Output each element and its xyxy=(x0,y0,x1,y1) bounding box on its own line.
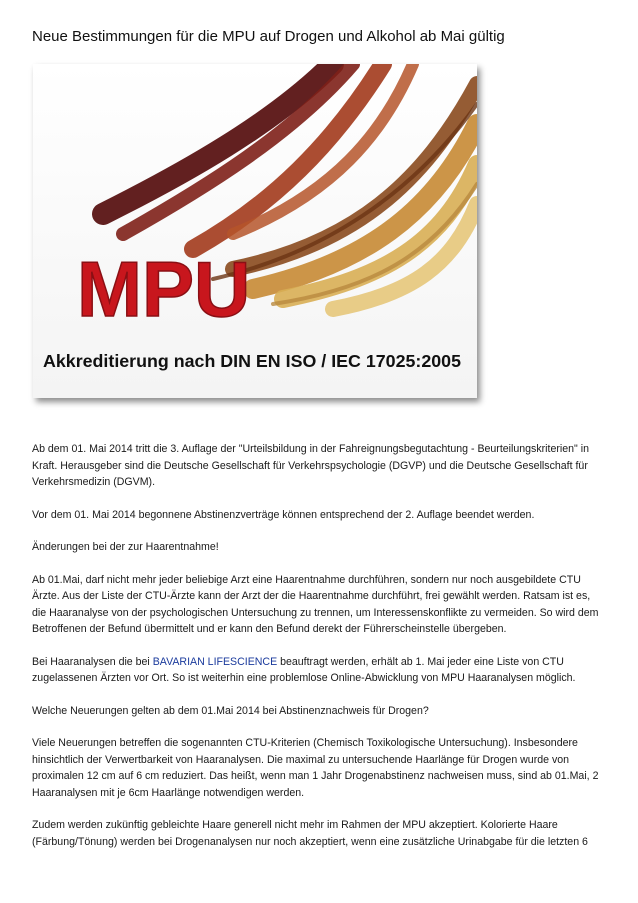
paragraph-old-contracts: Vor dem 01. Mai 2014 begonnene Abstinenzverträge können entsprechend der 2. Auflage beendet werden. xyxy=(32,508,535,521)
paragraph-bavarian xyxy=(32,654,606,687)
paragraph-bleached-hair: Zudem werden zukünftig gebleichte Haare generell nicht mehr im Rahmen der MPU akzeptiert. Kolorierte Haare (Färbung/Tönung) werden bei Drogenanalysen nur noch akzeptiert, wenn eine zusätzliche Urinabgabe für die letzten 6 xyxy=(32,819,588,848)
paragraph-heading-changes: Änderungen bei der zur Haarentnahme! xyxy=(32,541,219,553)
bavarian-lifescience-link[interactable]: BAVARIAN LIFESCIENCE xyxy=(152,655,278,668)
accreditation-caption: Akkreditierung nach DIN EN ISO / IEC 17025:2005 xyxy=(43,351,462,371)
document-title: Neue Bestimmungen für die MPU auf Drogen und Alkohol ab Mai gültig xyxy=(32,28,505,45)
hair-strands-graphic xyxy=(33,64,477,398)
paragraph-bavarian-after: beauftragt werden, erhält ab 1. Mai jeder eine Liste von CTU zugelassenen Ärzten vor Ort. So ist weiterhin eine problemlose Online-Abwicklung von MPU Haaranalysen möglich. xyxy=(32,655,576,684)
paragraph-intro: Ab dem 01. Mai 2014 tritt die 3. Auflage der "Urteilsbildung in der Fahreignungsbegutachtung - Beurteilungskriterien" in Kraft. Herausgeber sind die Deutsche Gesellschaft für Verkehrspsychologie (DGVP) und die Deutsche Gesellschaft für Verkehrsmedizin (DGVM). xyxy=(32,443,589,488)
mpu-logo-text: MPU xyxy=(77,245,251,333)
paragraph-ctu-doctors: Ab 01.Mai, darf nicht mehr jeder beliebige Arzt eine Haarentnahme durchführen, sondern nur noch ausgebildete CTU Ärzte. Aus der Liste der CTU-Ärzte kann der Arzt der die Haarentnahme durchführt, frei gewählt werden. Ratsam ist es, die Haaranalyse von der psychologischen Untersuchung zu trennen, um Interessenskonflikte zu vermeiden. So wird dem Betroffenen der Befund übermittelt und er kann den Befund derekt der Führerscheinstelle übergeben. xyxy=(32,573,599,635)
paragraph-question: Welche Neuerungen gelten ab dem 01.Mai 2014 bei Abstinenznachweis für Drogen? xyxy=(32,704,429,717)
hair-sample-image xyxy=(33,64,477,398)
paragraph-bavarian-before: Bei Haaranalysen die bei xyxy=(32,655,153,668)
paragraph-ctu-criteria: Viele Neuerungen betreffen die sogenannten CTU-Kriterien (Chemisch Toxikologische Untersuchung). Insbesondere hinsichtlich der Verwertbarkeit von Haaranalysen. Die maximal zu untersuchende Haarlänge für Drogen wurde von proximalen 12 cm auf 6 cm reduziert. Das heißt, wenn man 1 Jahr Drogenabstinenz nachweisen muss, sind ab 01.Mai, 2 Haaranalysen mit je 6cm Haarlänge notwendigen werden. xyxy=(32,737,599,799)
article-body xyxy=(32,441,606,866)
